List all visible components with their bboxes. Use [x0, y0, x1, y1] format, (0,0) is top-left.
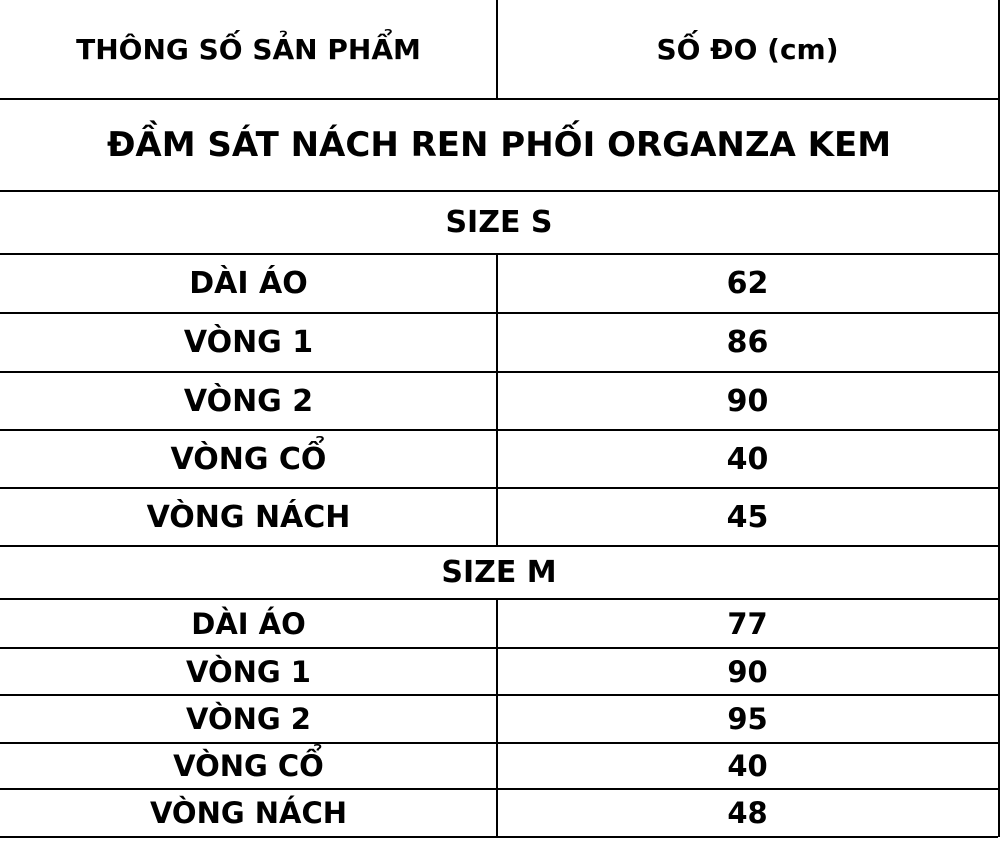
size-m-row — [0, 547, 998, 600]
table-row — [0, 696, 998, 744]
measurement-name: VÒNG NÁCH — [146, 499, 351, 535]
measurement-value: 90 — [727, 654, 768, 689]
column-divider — [496, 696, 498, 742]
table-row — [0, 744, 998, 790]
table-row — [0, 373, 998, 431]
measurement-value: 77 — [727, 606, 768, 641]
column-divider — [496, 744, 498, 788]
size-s-row — [0, 192, 998, 255]
measurement-name: DÀI ÁO — [191, 606, 306, 641]
measurement-value: 45 — [726, 499, 769, 535]
size-m-label: SIZE M — [441, 555, 557, 590]
header-spec-label: THÔNG SỐ SẢN PHẨM — [76, 32, 421, 66]
column-divider — [496, 790, 498, 836]
column-divider — [496, 314, 498, 371]
table-row — [0, 431, 998, 489]
table-right-border — [998, 0, 1000, 837]
column-divider — [496, 431, 498, 487]
table-row — [0, 790, 998, 838]
measurement-name: VÒNG CỔ — [173, 749, 324, 783]
measurement-value: 86 — [726, 325, 769, 360]
table-row — [0, 489, 998, 547]
measurement-value: 40 — [727, 749, 768, 783]
measurement-name: VÒNG 1 — [186, 654, 311, 689]
column-divider — [496, 0, 498, 98]
column-divider — [496, 489, 498, 545]
measurement-name: VÒNG CỔ — [170, 441, 327, 477]
table-row — [0, 255, 998, 314]
table-row — [0, 314, 998, 373]
column-divider — [496, 373, 498, 429]
column-divider — [496, 649, 498, 694]
measurement-name: DÀI ÁO — [189, 266, 308, 301]
table-header-row — [0, 0, 998, 100]
product-name: ĐẦM SÁT NÁCH REN PHỐI ORGANZA KEM — [106, 125, 892, 165]
measurement-value: 62 — [726, 266, 769, 301]
measurement-value: 40 — [726, 441, 769, 477]
measurement-name: VÒNG 2 — [186, 702, 311, 736]
table-row — [0, 600, 998, 649]
measurement-name: VÒNG 1 — [183, 325, 314, 360]
product-name-row — [0, 100, 998, 192]
header-measure-label: SỐ ĐO (cm) — [656, 32, 839, 66]
measurement-value: 95 — [727, 702, 768, 736]
column-divider — [496, 255, 498, 312]
measurement-value: 48 — [727, 796, 768, 830]
column-divider — [496, 600, 498, 647]
measurement-name: VÒNG NÁCH — [149, 796, 348, 830]
size-s-label: SIZE S — [445, 205, 553, 240]
measurement-value: 90 — [726, 383, 769, 419]
measurement-name: VÒNG 2 — [183, 383, 314, 419]
table-row — [0, 649, 998, 696]
